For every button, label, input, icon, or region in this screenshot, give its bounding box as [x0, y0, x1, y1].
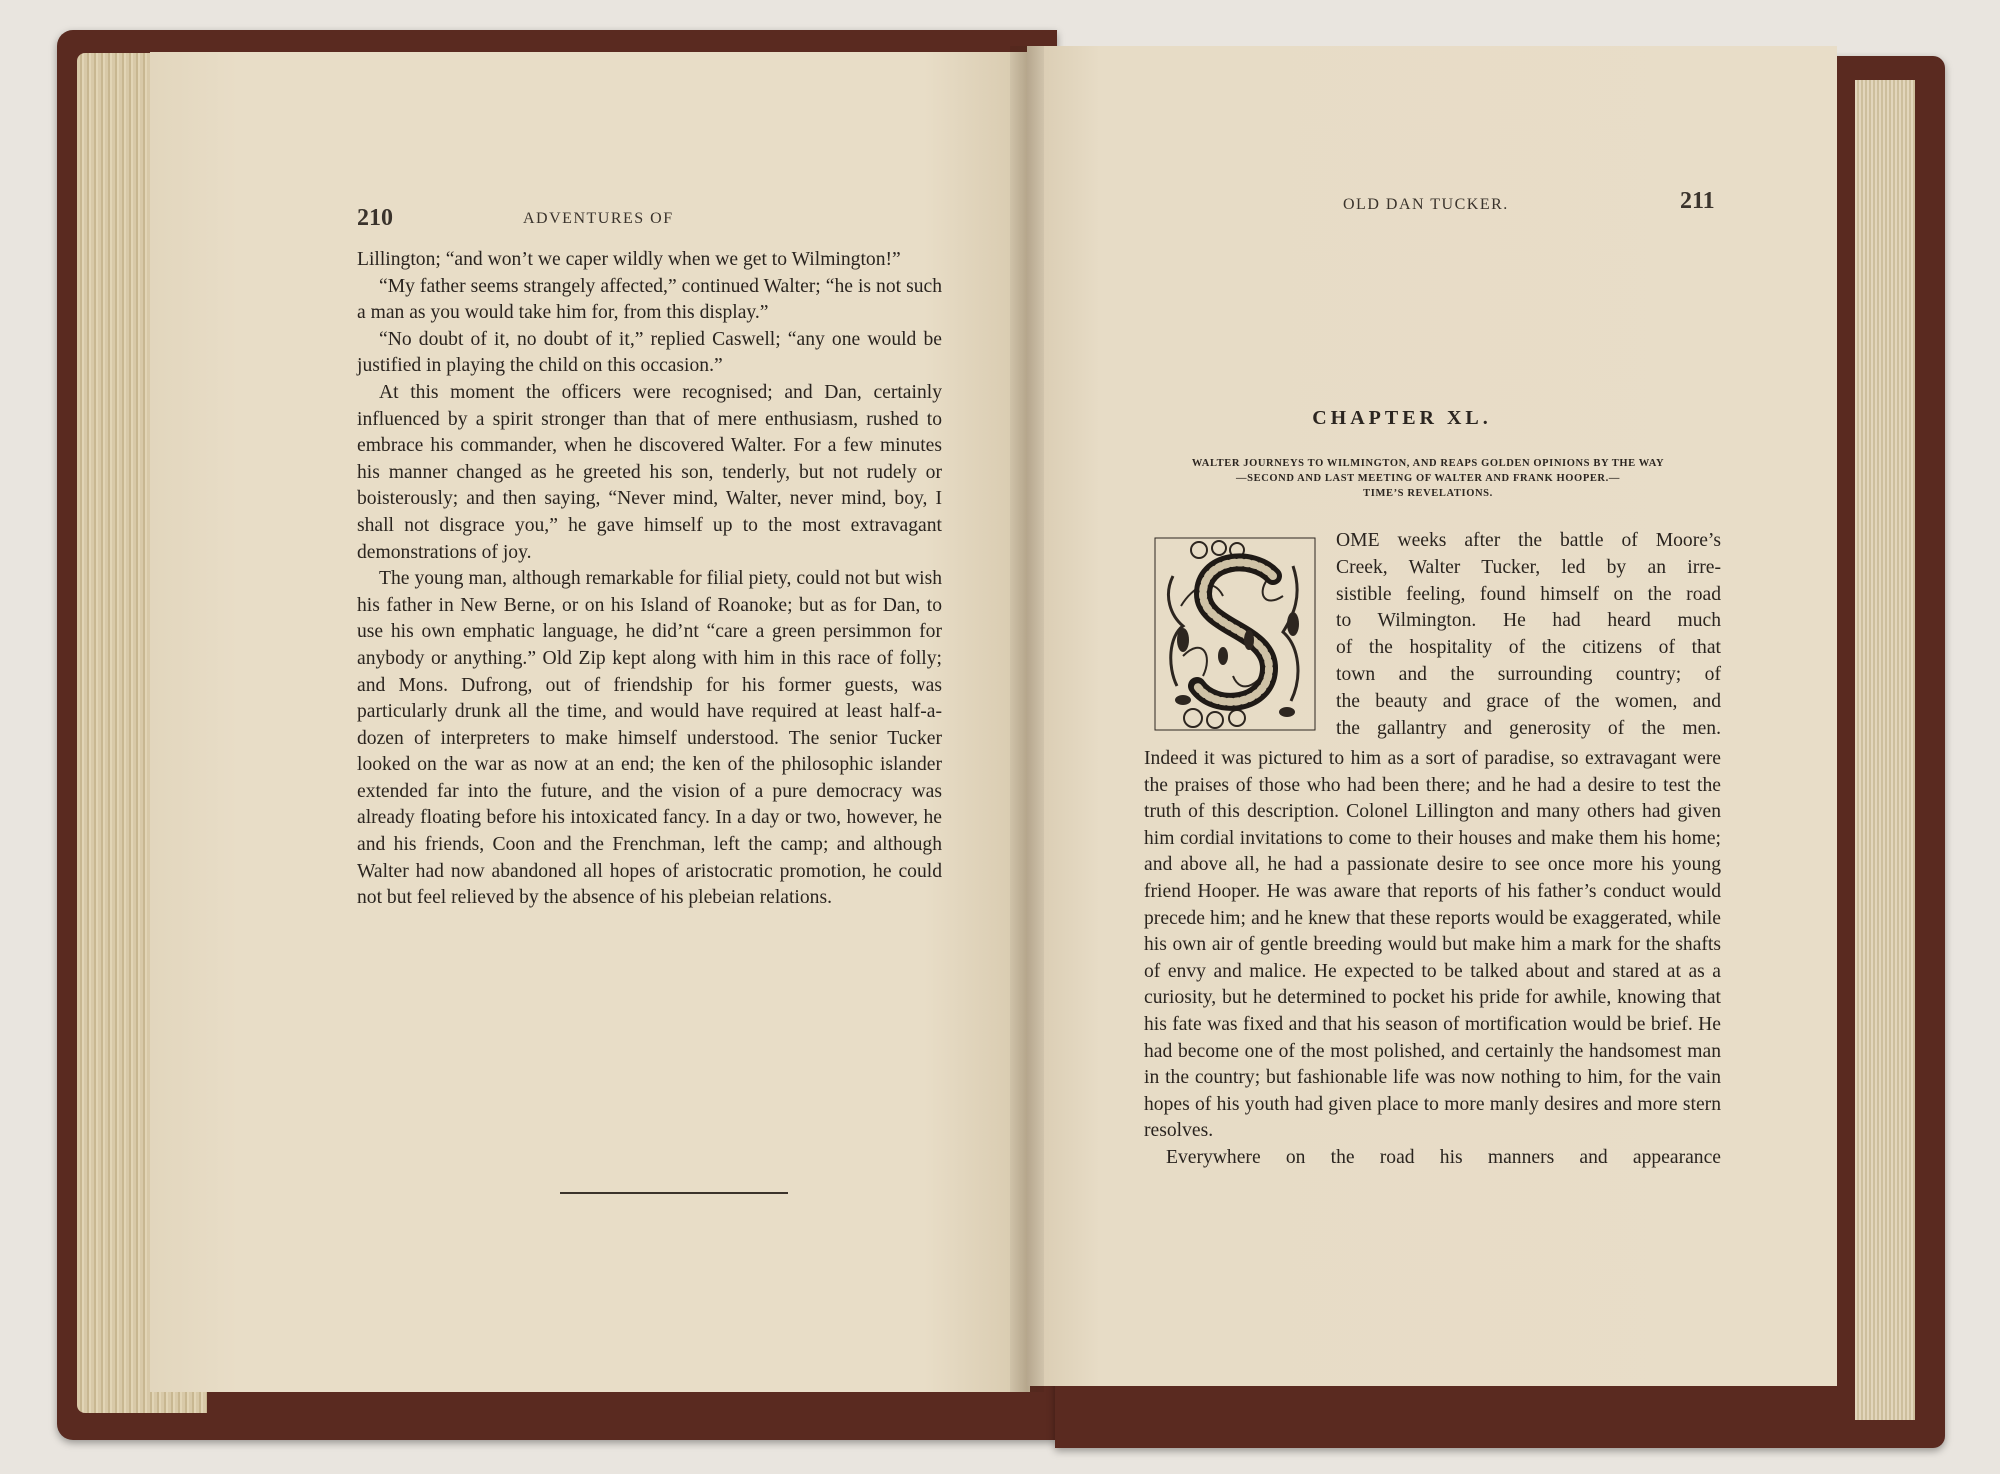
paragraph: At this moment the officers were recognised; and Dan, certainly influenced by a spirit stronger than that of mere enthusiasm, rushed to embrace his commander, when he discovered Walter. For a few minutes his manner changed as he greeted his son, tenderly, but not rudely or boisterously; and then saying, “Never mind, Walter, never mind, boy, I shall not disgrace you,” he gave himself up to the most extravagant demonstrations of joy.: [357, 381, 942, 563]
page-edges-right: [1855, 80, 1915, 1420]
text-line: OME weeks after the battle of Moore’s: [1336, 530, 1721, 551]
paragraph: Lillington; “and won’t we caper wildly when we get to Wilmington!”: [357, 249, 901, 270]
text-line: sistible feeling, found himself on the road: [1336, 583, 1721, 605]
paragraph: Indeed it was pictured to him as a sort of paradise, so extravagant were the praises of those who had been there; and he had a desire to test the truth of this description. Colonel Lillington and many others had given him cordial invitations to come to their houses and make them his home; and above all, he had a passionate desire to see once more his young friend Hooper. He was aware that reports of his father’s conduct would precede him; and he knew that these reports would be exaggerated, while his own air of gentle breeding would but make him a mark for the shafts of envy and malice. He expected to be talked about and stared at as a curiosity, but he determined to pocket his pride for awhile, knowing that his fate was fixed and that his season of mortification would be brief. He had become one of the most polished, and certainly the handsomest man in the country; but fashionable life was now nothing to him, for the vain hopes of his youth had given place to more manly desires and more stern resolves.: [1144, 748, 1721, 1142]
summary-line: WALTER JOURNEYS TO WILMINGTON, AND REAPS GOLDEN OPINIONS BY THE WAY: [1191, 458, 1665, 469]
summary-line: —SECOND AND LAST MEETING OF WALTER AND FRANK HOOPER.—: [1236, 473, 1620, 484]
paragraph: “No doubt of it, no doubt of it,” replied Caswell; “any one would be justified in playing the child on this occasion.”: [357, 328, 942, 377]
text-line: to Wilmington. He had heard much: [1336, 610, 1721, 632]
chapter-title: CHAPTER XL.: [1312, 407, 1492, 429]
text-line: of the hospitality of the citizens of that: [1336, 637, 1721, 659]
text-line: Creek, Walter Tucker, led by an irre-: [1336, 556, 1721, 578]
text-line: the gallantry and generosity of the men.: [1336, 717, 1721, 739]
summary-line: TIME’S REVELATIONS.: [1363, 488, 1493, 499]
paragraph: “My father seems strangely affected,” continued Walter; “he is not such a man as you would take him for, from this display.”: [357, 275, 942, 324]
right-running-head: OLD DAN TUCKER.: [1343, 196, 1509, 213]
ornamental-dropcap-s: [1153, 536, 1317, 732]
chapter-summary: [1128, 456, 1728, 501]
left-page-number: 210: [357, 205, 393, 231]
paragraph: Everywhere on the road his manners and appearance: [1166, 1146, 1721, 1168]
right-page-text: [1144, 746, 1721, 1172]
text-line: town and the surrounding country; of: [1336, 663, 1721, 685]
paragraph: The young man, although remarkable for filial piety, could not but wish his father in New Berne, or on his Island of Roanoke; but as for Dan, to use his own emphatic language, he did’nt “care a green persimmon for anybody or anything.” Old Zip kept along with him in this race of folly; and Mons. Dufrong, out of friendship for his former guests, was particularly drunk all the time, and would have required at least half-a-dozen of interpreters to make himself understood. The senior Tucker looked on the war as now at an end; the ken of the philosophic islander extended far into the future, and the vision of a pure democracy was already floating before his intoxicated fancy. In a day or two, however, he and his friends, Coon and the Frenchman, left the camp; and although Walter had now abandoned all hopes of aristocratic promotion, he could not but feel relieved by the absence of his plebeian relations.: [357, 568, 942, 909]
right-page-number: 211: [1680, 188, 1715, 214]
left-running-head: ADVENTURES OF: [523, 210, 674, 227]
book-gutter: [1010, 46, 1044, 1392]
text-line: the beauty and grace of the women, and: [1336, 690, 1721, 712]
opening-lines: [1336, 528, 1721, 742]
left-page-text: [357, 247, 942, 912]
end-rule: [560, 1192, 788, 1194]
